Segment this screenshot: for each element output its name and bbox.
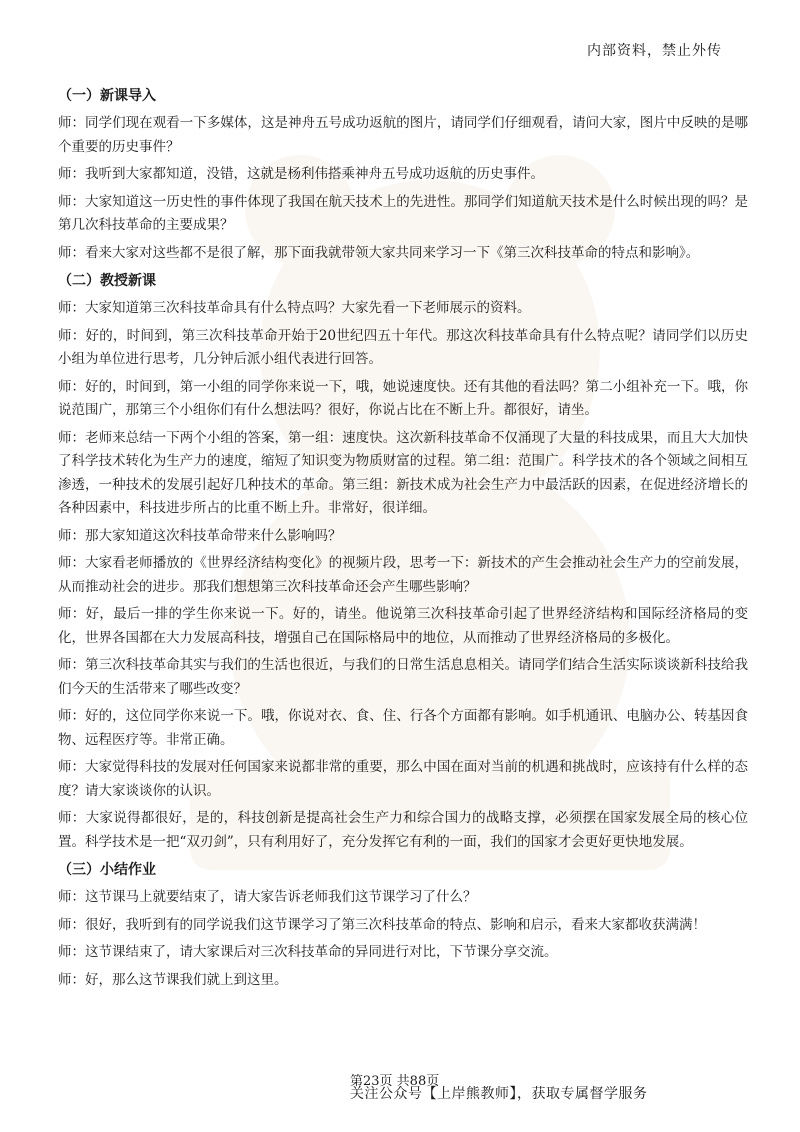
dialogue-paragraph: 师：大家知道这一历史性的事件体现了我国在航天技术上的先进性。那同学们知道航天技术是什么时候出现的吗？是第几次科技革命的主要成果？ (58, 193, 748, 233)
dialogue-paragraph: 师：好的，这位同学你来说一下。哦，你说对衣、食、住、行各个方面都有影响。如手机通讯、电脑办公、转基因食物、远程医疗等。非常正确。 (58, 708, 748, 748)
dialogue-paragraph: 师：大家说得都很好，是的，科技创新是提高社会生产力和综合国力的战略支撑，必须摆在国家发展全局的核心位置。科学技术是一把“双刃剑”，只有利用好了，充分发挥它有利的一面，我们的国家才会更好更快地发展。 (58, 810, 748, 850)
dialogue-paragraph: 师：这节课马上就要结束了，请大家告诉老师我们这节课学习了什么？ (58, 889, 477, 905)
section-heading: （二）教授新课 (58, 273, 156, 289)
dialogue-paragraph: 师：大家觉得科技的发展对任何国家来说都非常的重要，那么中国在面对当前的机遇和挑战时，应该持有什么样的态度？请大家谈谈你的认识。 (58, 759, 748, 799)
dialogue-paragraph: 师：很好，我听到有的同学说我们这节课学习了第三次科技革命的特点、影响和启示，看来大家都收获满满！ (58, 916, 706, 933)
footer-promo-text: 关注公众号【上岸熊教师】，获取专属督学服务 (350, 1086, 648, 1102)
dialogue-paragraph: 师：那大家知道这次科技革命带来什么影响吗？ (58, 527, 342, 544)
internal-material-notice: 内部资料，禁止外传 (587, 43, 722, 59)
dialogue-paragraph: 师：第三次科技革命其实与我们的生活也很近，与我们的日常生活息息相关。请同学们结合生活实际谈谈新科技给我们今天的生活带来了哪些改变？ (58, 657, 748, 697)
dialogue-paragraph: 师：看来大家对这些都不是很了解，那下面我就带领大家共同来学习一下《第三次科技革命的特点和影响》。 (58, 244, 700, 261)
dialogue-paragraph: 师：这节课结束了，请大家课后对三次科技革命的异同进行对比，下节课分享交流。 (58, 944, 558, 960)
page-number: 第23页 共88页 (350, 1074, 440, 1089)
dialogue-paragraph: 师：好，那么这节课我们就上到这里。 (58, 971, 288, 988)
dialogue-paragraph: 师：老师来总结一下两个小组的答案，第一组：速度快。这次新科技革命不仅涌现了大量的科技成果，而且大大加快了科学技术转化为生产力的速度，缩短了知识变为物质财富的过程。第二组：范围广。科学技术的各个领域之间相互渗透，一种技术的发展引起好几种技术的革命。第三组：新技术成为社会生产力中最活跃的因素，在促进经济增长的各种因素中，科技进步所占的比重不断上升。非常好，很详细。 (58, 429, 748, 516)
document-body (58, 84, 748, 996)
dialogue-paragraph: 师：同学们现在观看一下多媒体，这是神舟五号成功返航的图片，请同学们仔细观看，请问大家，图片中反映的是哪个重要的历史事件？ (58, 115, 748, 155)
dialogue-paragraph: 师：大家看老师播放的《世界经济结构变化》的视频片段，思考一下：新技术的产生会推动社会生产力的空前发展，从而推动社会的进步。那我们想想第三次科技革命还会产生哪些影响？ (58, 555, 748, 595)
section-heading: （三）小结作业 (58, 862, 156, 878)
dialogue-paragraph: 师：大家知道第三次科技革命具有什么特点吗？大家先看一下老师展示的资料。 (58, 300, 531, 316)
dialogue-paragraph: 师：我听到大家都知道，没错，这就是杨利伟搭乘神舟五号成功返航的历史事件。 (58, 166, 544, 182)
dialogue-paragraph: 师：好，最后一排的学生你来说一下。好的，请坐。他说第三次科技革命引起了世界经济结构和国际经济格局的变化，世界各国都在大力发展高科技，增强自己在国际格局中的地位，从而推动了世界经济格局的多极化。 (58, 606, 748, 646)
dialogue-paragraph: 师：好的，时间到，第三次科技革命开始于20世纪四五十年代。那这次科技革命具有什么特点呢？请同学们以历史小组为单位进行思考，几分钟后派小组代表进行回答。 (58, 327, 748, 367)
section-heading: （一）新课导入 (58, 88, 156, 104)
dialogue-paragraph: 师：好的，时间到，第一小组的同学你来说一下，哦，她说速度快。还有其他的看法吗？第二小组补充一下。哦，你说范围广，那第三个小组你们有什么想法吗？很好，你说占比在不断上升。都很好，请坐。 (58, 378, 748, 418)
